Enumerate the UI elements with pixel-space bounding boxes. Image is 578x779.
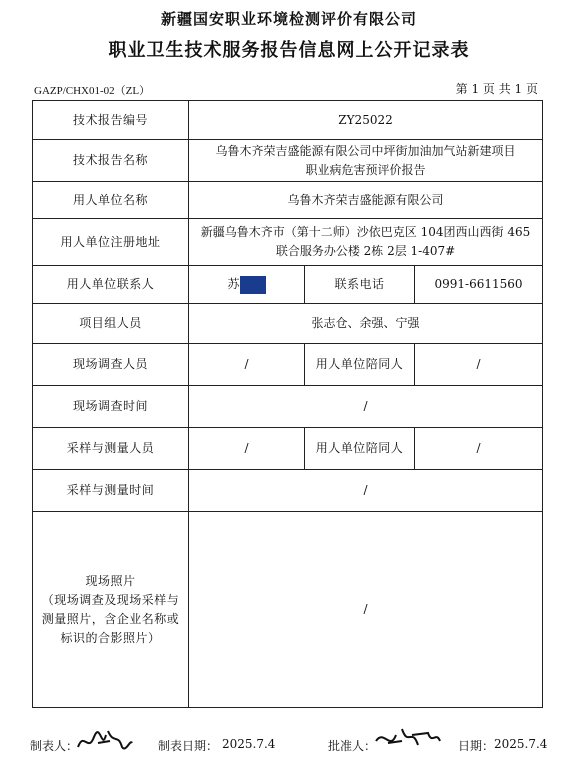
row-team [33, 304, 543, 344]
row-address [33, 219, 543, 266]
row-sampling-time [33, 470, 543, 512]
sampling-escort-label: 用人单位陪同人 [305, 428, 415, 470]
phone-value: 0991-6611560 [415, 266, 543, 304]
photos-value: / [189, 512, 543, 708]
make-date-label: 制表日期： [158, 739, 219, 753]
employer-label: 用人单位名称 [33, 182, 189, 219]
contact-cell [189, 266, 305, 304]
photos-label: 现场照片 [85, 573, 136, 588]
report-no-value: ZY25022 [189, 101, 543, 140]
maker-label: 制表人： [30, 739, 79, 753]
row-survey-time [33, 386, 543, 428]
sampling-time-value: / [189, 470, 543, 512]
survey-staff-value: / [189, 344, 305, 386]
row-contact [33, 266, 543, 304]
make-date: 2025.7.4 [222, 737, 276, 751]
employer-value: 乌鲁木齐荣吉盛能源有限公司 [189, 182, 543, 219]
row-sampling-staff [33, 428, 543, 470]
approver-label: 批准人： [328, 739, 377, 753]
sampling-staff-label: 采样与测量人员 [33, 428, 189, 470]
row-survey-staff [33, 344, 543, 386]
approve-date-label: 日期： [458, 739, 495, 753]
photos-note: （现场调查及现场采样与测量照片，含企业名称或标识的合影照片） [41, 592, 180, 645]
approve-date: 2025.7.4 [494, 737, 548, 751]
contact-label: 用人单位联系人 [33, 266, 189, 304]
report-no-label: 技术报告编号 [33, 101, 189, 140]
form-title: 职业卫生技术服务报告信息网上公开记录表 [108, 40, 470, 61]
page-info: 第 1 页 共 1 页 [455, 82, 538, 96]
row-photos [33, 512, 543, 708]
record-table [32, 100, 543, 708]
report-name-label: 技术报告名称 [33, 140, 189, 182]
survey-escort-value: / [415, 344, 543, 386]
address-value: 新疆乌鲁木齐市（第十二师）沙依巴克区 104团西山西街 465 联合服务办公楼 2栋 2层 1-407# [189, 219, 543, 266]
sampling-escort-value: / [415, 428, 543, 470]
address-label: 用人单位注册地址 [33, 219, 189, 266]
survey-time-value: / [189, 386, 543, 428]
report-name-value: 乌鲁木齐荣吉盛能源有限公司中坪街加油加气站新建项目职业病危害预评价报告 [189, 140, 543, 182]
row-employer [33, 182, 543, 219]
company-name: 新疆国安职业环境检测评价有限公司 [160, 10, 417, 28]
survey-staff-label: 现场调查人员 [33, 344, 189, 386]
redaction-highlight [240, 276, 266, 294]
contact-value: 苏 [227, 277, 240, 291]
phone-label: 联系电话 [305, 266, 415, 304]
maker-signature [74, 725, 134, 757]
survey-time-label: 现场调查时间 [33, 386, 189, 428]
photos-label-cell [33, 512, 189, 708]
document-code: GAZP/CHX01-02（ZL） [34, 85, 151, 97]
team-value: 张志仓、余强、宁强 [189, 304, 543, 344]
survey-escort-label: 用人单位陪同人 [305, 344, 415, 386]
team-label: 项目组人员 [33, 304, 189, 344]
row-report-no [33, 101, 543, 140]
sampling-time-label: 采样与测量时间 [33, 470, 189, 512]
row-report-name [33, 140, 543, 182]
sampling-staff-value: / [189, 428, 305, 470]
approver-signature [372, 721, 442, 757]
